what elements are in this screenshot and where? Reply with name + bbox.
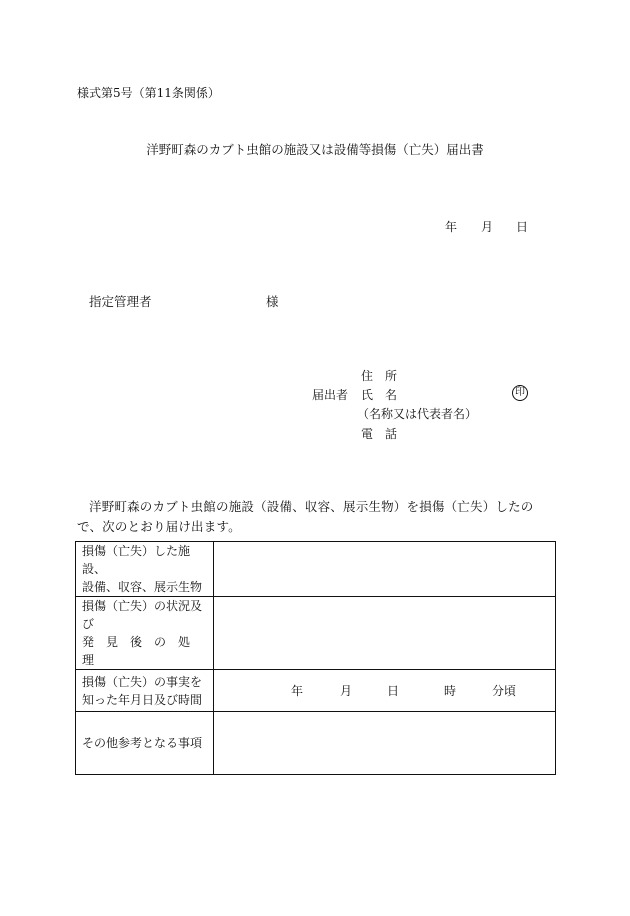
applicant-name-label: 氏 名 [361, 388, 398, 402]
table-row [76, 670, 556, 712]
declaration-text: 洋野町森のカブト虫館の施設（設備、収容、展示生物）を損傷（亡失）したので、次のとおり届け出ます。 [77, 499, 534, 534]
applicant-name-note: （名称又は代表者名） [357, 407, 478, 421]
row-label-other-notes [76, 712, 214, 775]
applicant-phone-label: 電 話 [361, 427, 398, 441]
table-row [76, 597, 556, 670]
datetime-field[interactable] [214, 670, 556, 712]
damage-status-field[interactable] [214, 597, 556, 670]
form-number: 様式第5号（第11条関係） [77, 86, 220, 100]
label-line: 発 見 後 の 処 理 [82, 635, 203, 667]
seal-mark: 印 [512, 385, 528, 401]
addressee-label: 指定管理者 [89, 294, 152, 309]
row-label-damaged-item [76, 542, 214, 597]
document-title: 洋野町森のカブト虫館の施設又は設備等損傷（亡失）届出書 [146, 142, 484, 157]
table-row [76, 712, 556, 775]
label-line: 知った年月日及び時間 [82, 692, 203, 707]
report-table [75, 541, 556, 775]
applicant-label: 届出者 [312, 388, 349, 402]
datetime-day-unit: 日 [387, 684, 400, 698]
table-row [76, 542, 556, 597]
label-line: 損傷（亡失）の状況及び [82, 599, 203, 631]
date-month-label: 月 [481, 220, 494, 234]
datetime-minute-unit: 分頃 [492, 684, 517, 698]
label-line: 損傷（亡失）した施設、 [82, 544, 191, 576]
row-label-datetime [76, 670, 214, 712]
datetime-hour-unit: 時 [444, 684, 457, 698]
damaged-item-field[interactable] [214, 542, 556, 597]
date-year-label: 年 [445, 220, 458, 234]
row-label-damage-status [76, 597, 214, 670]
other-notes-field[interactable] [214, 712, 556, 775]
label-line: 設備、収容、展示生物 [82, 580, 203, 594]
datetime-year-unit: 年 [291, 684, 304, 698]
label-line: 損傷（亡失）の事実を [82, 674, 203, 689]
date-day-label: 日 [516, 220, 529, 234]
datetime-month-unit: 月 [340, 684, 353, 698]
addressee-honorific: 様 [266, 294, 279, 309]
label-line: その他参考となる事項 [82, 736, 203, 750]
applicant-address-label: 住 所 [361, 369, 398, 383]
